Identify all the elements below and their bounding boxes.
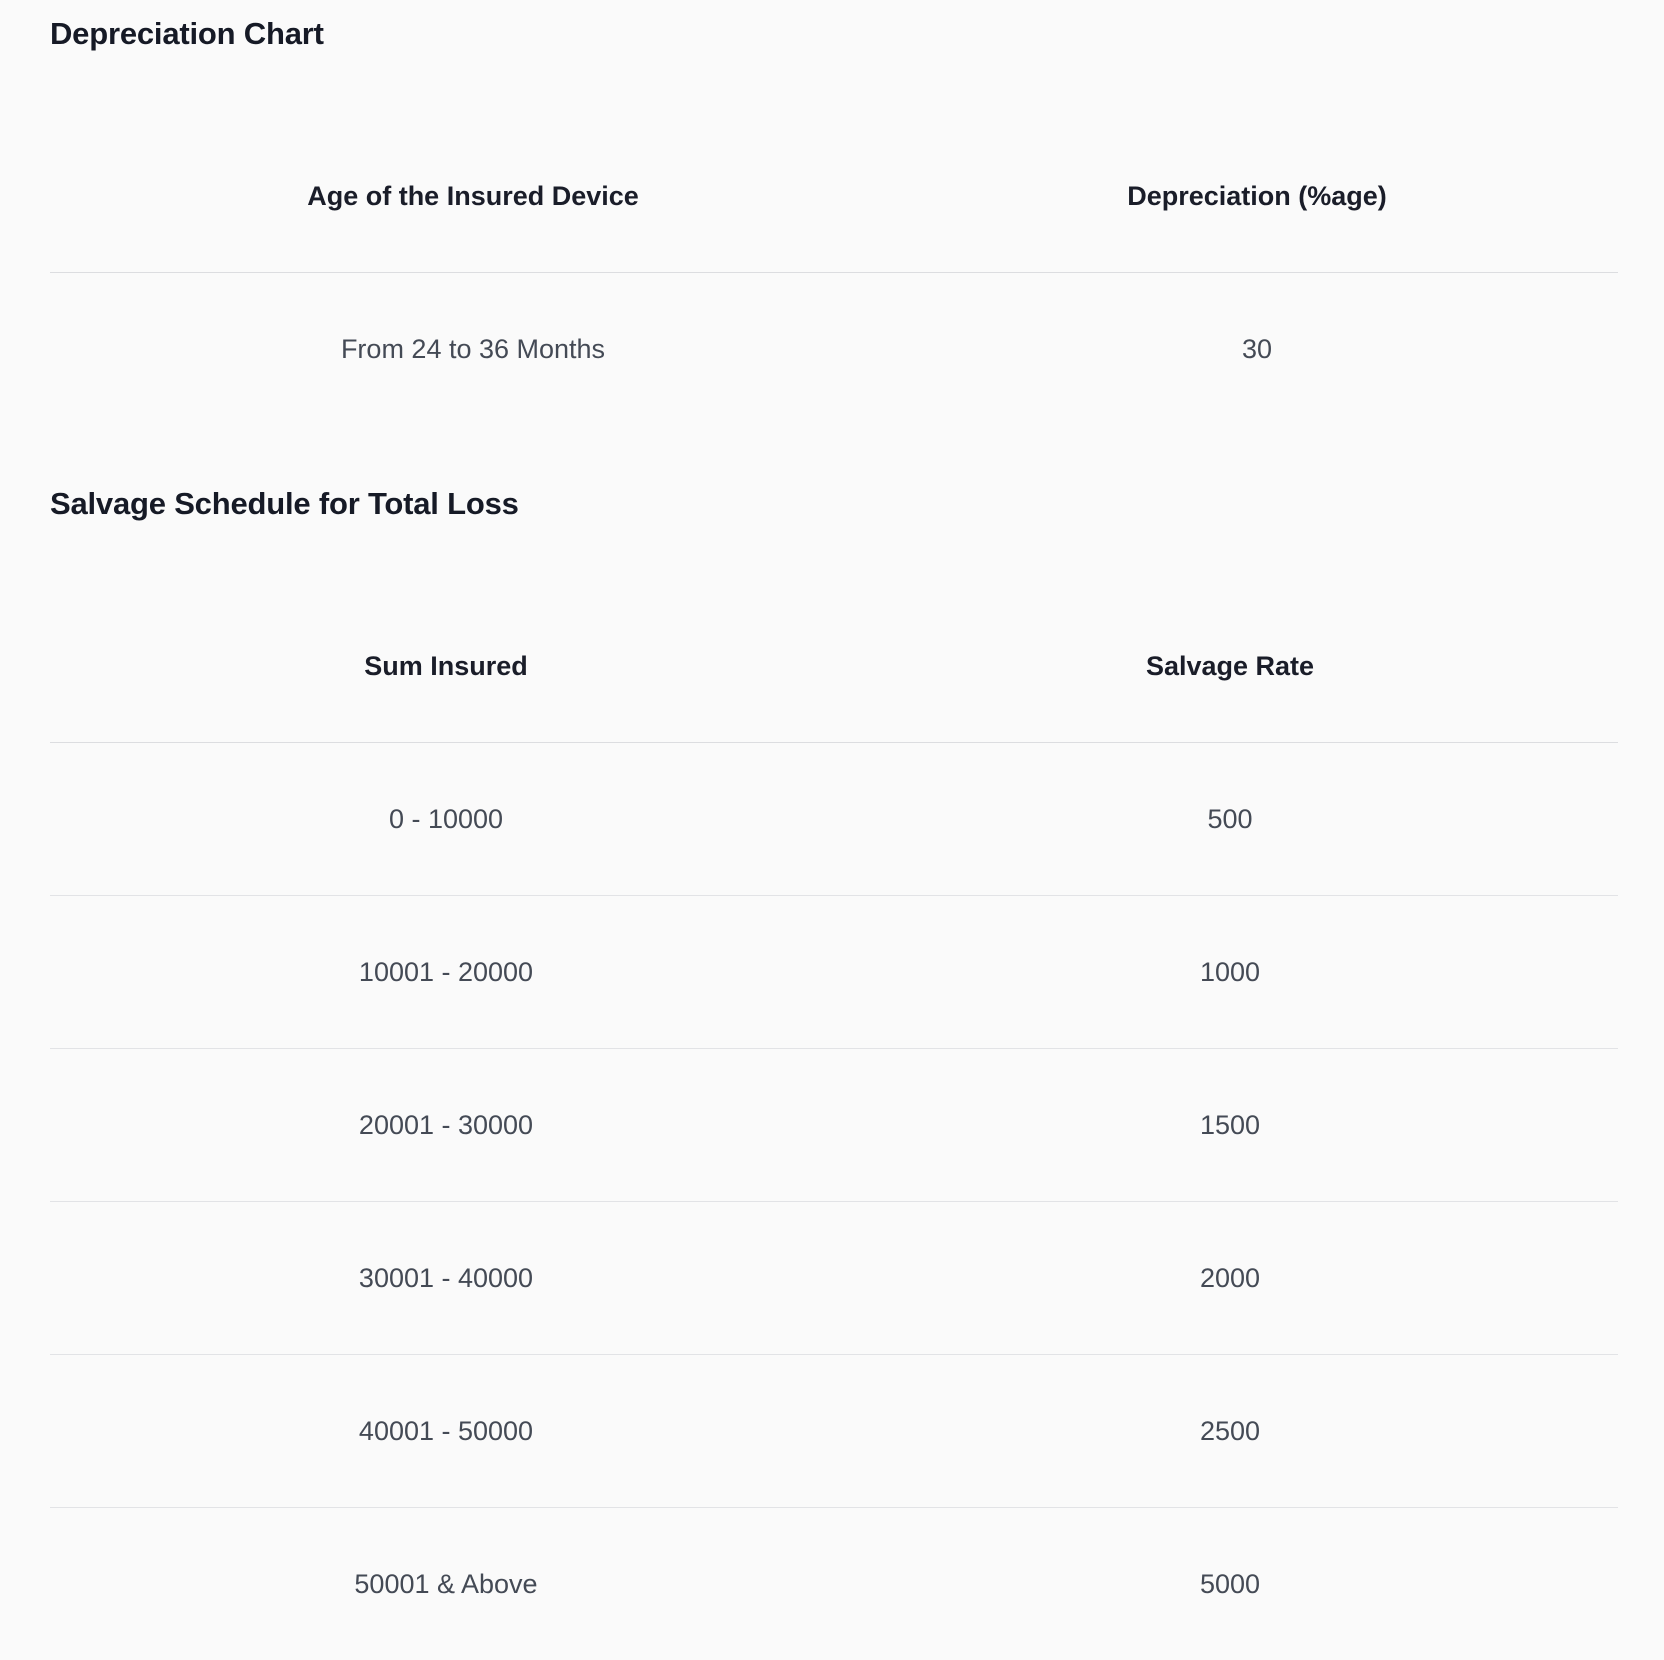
table-row [50, 1202, 1618, 1355]
device-age-cell: From 24 to 36 Months [340, 333, 606, 364]
salvage-table [50, 590, 1618, 1660]
table-row [50, 1508, 1618, 1660]
salvage-rate-cell: 2500 [1199, 1415, 1261, 1446]
salvage-rate-cell: 1500 [1199, 1109, 1261, 1140]
depreciation-table [50, 120, 1618, 425]
salvage-rate-cell: 500 [1207, 803, 1253, 834]
table-row [50, 743, 1618, 896]
table-header-row [50, 120, 1618, 273]
depreciation-chart-title: Depreciation Chart [50, 16, 324, 51]
sum-insured-cell: 0 - 10000 [388, 803, 504, 834]
column-header-salvage-rate: Salvage Rate [1145, 650, 1315, 681]
sum-insured-cell: 20001 - 30000 [358, 1109, 534, 1140]
table-row [50, 896, 1618, 1049]
column-header-sum-insured: Sum Insured [364, 650, 528, 681]
table-row [50, 1355, 1618, 1508]
depreciation-cell: 30 [1241, 333, 1273, 364]
sum-insured-cell: 40001 - 50000 [358, 1415, 534, 1446]
table-row [50, 1049, 1618, 1202]
salvage-rate-cell: 5000 [1199, 1568, 1261, 1599]
sum-insured-cell: 10001 - 20000 [358, 956, 534, 987]
column-header-device-age: Age of the Insured Device [307, 180, 639, 211]
column-header-depreciation: Depreciation (%age) [1127, 180, 1387, 211]
table-header-row [50, 590, 1618, 743]
salvage-rate-cell: 2000 [1199, 1262, 1261, 1293]
sum-insured-cell: 30001 - 40000 [358, 1262, 534, 1293]
sum-insured-cell: 50001 & Above [354, 1568, 538, 1599]
table-row [50, 273, 1618, 425]
salvage-schedule-title: Salvage Schedule for Total Loss [50, 486, 519, 521]
salvage-rate-cell: 1000 [1199, 956, 1261, 987]
